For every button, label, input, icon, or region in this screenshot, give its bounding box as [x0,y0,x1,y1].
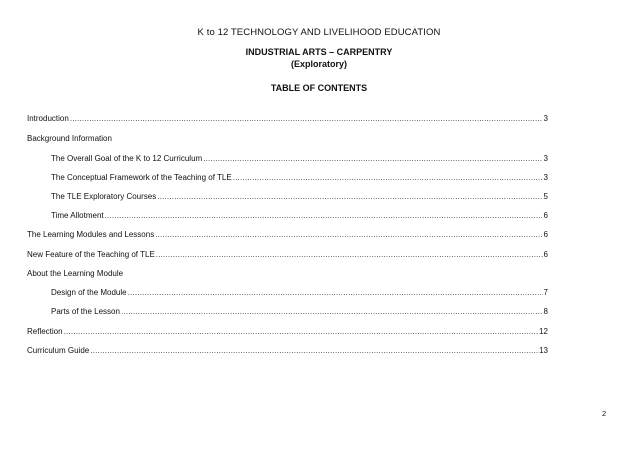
toc-dot-leader [156,249,543,261]
toc-entry-page: 3 [543,173,548,182]
toc-entry[interactable] [51,153,548,165]
toc-entry[interactable] [27,345,548,357]
toc-entry-label: About the Learning Module [27,269,124,278]
toc-dot-leader [70,113,543,125]
toc-entry-page: 7 [543,288,548,297]
toc-entry[interactable] [51,210,548,222]
toc-entry-label: Reflection [27,327,63,336]
toc-entry-label: The Overall Goal of the K to 12 Curriculum [51,154,203,163]
toc-dot-leader [157,191,542,203]
toc-entry[interactable] [27,113,548,125]
toc-entry-page: 6 [543,250,548,259]
toc-dot-leader [155,229,542,241]
page-number: 2 [602,409,607,418]
toc-entry-page: 5 [543,192,548,201]
toc-entry[interactable] [27,133,548,145]
toc-entry-label: Design of the Module [51,288,127,297]
toc-entry[interactable] [51,172,548,184]
toc-entry-label: Time Allotment [51,211,104,220]
toc-entry-label: The Conceptual Framework of the Teaching of TLE [51,173,232,182]
toc-entry[interactable] [27,326,548,338]
toc-dot-leader [233,172,543,184]
toc-entry-page: 8 [543,307,548,316]
toc-entry[interactable] [27,268,548,280]
toc-entry[interactable] [51,287,548,299]
toc-entry[interactable] [27,249,548,261]
toc-entry-label: Background Information [27,134,112,143]
toc-dot-leader [128,287,543,299]
toc-entry-label: Parts of the Lesson [51,307,120,316]
toc-entry-page: 13 [539,346,548,355]
toc-dot-leader [90,345,538,357]
toc-dot-leader [64,326,539,338]
toc-entry-page: 3 [543,114,548,123]
toc-entry-label: Introduction [27,114,69,123]
toc-dot-leader [203,153,542,165]
toc-entry-label: New Feature of the Teaching of TLE [27,250,155,259]
toc-entry-label: Curriculum Guide [27,346,90,355]
toc-entry-page: 6 [543,211,548,220]
toc-entry[interactable] [27,229,548,241]
toc-heading: TABLE OF CONTENTS [270,83,368,93]
subject-title: INDUSTRIAL ARTS – CARPENTRY [245,47,393,57]
toc-entry-page: 6 [543,230,548,239]
toc-entry-label: The TLE Exploratory Courses [51,192,157,201]
toc-dot-leader [105,210,543,222]
toc-entry[interactable] [51,306,548,318]
toc-entry-page: 3 [543,154,548,163]
toc-entry-label: The Learning Modules and Lessons [27,230,155,239]
toc-entry[interactable] [51,191,548,203]
subject-subtitle: (Exploratory) [290,59,347,69]
toc-entry-page: 12 [539,327,548,336]
document-title: K to 12 TECHNOLOGY AND LIVELIHOOD EDUCATION [197,27,441,38]
toc-dot-leader [121,306,543,318]
